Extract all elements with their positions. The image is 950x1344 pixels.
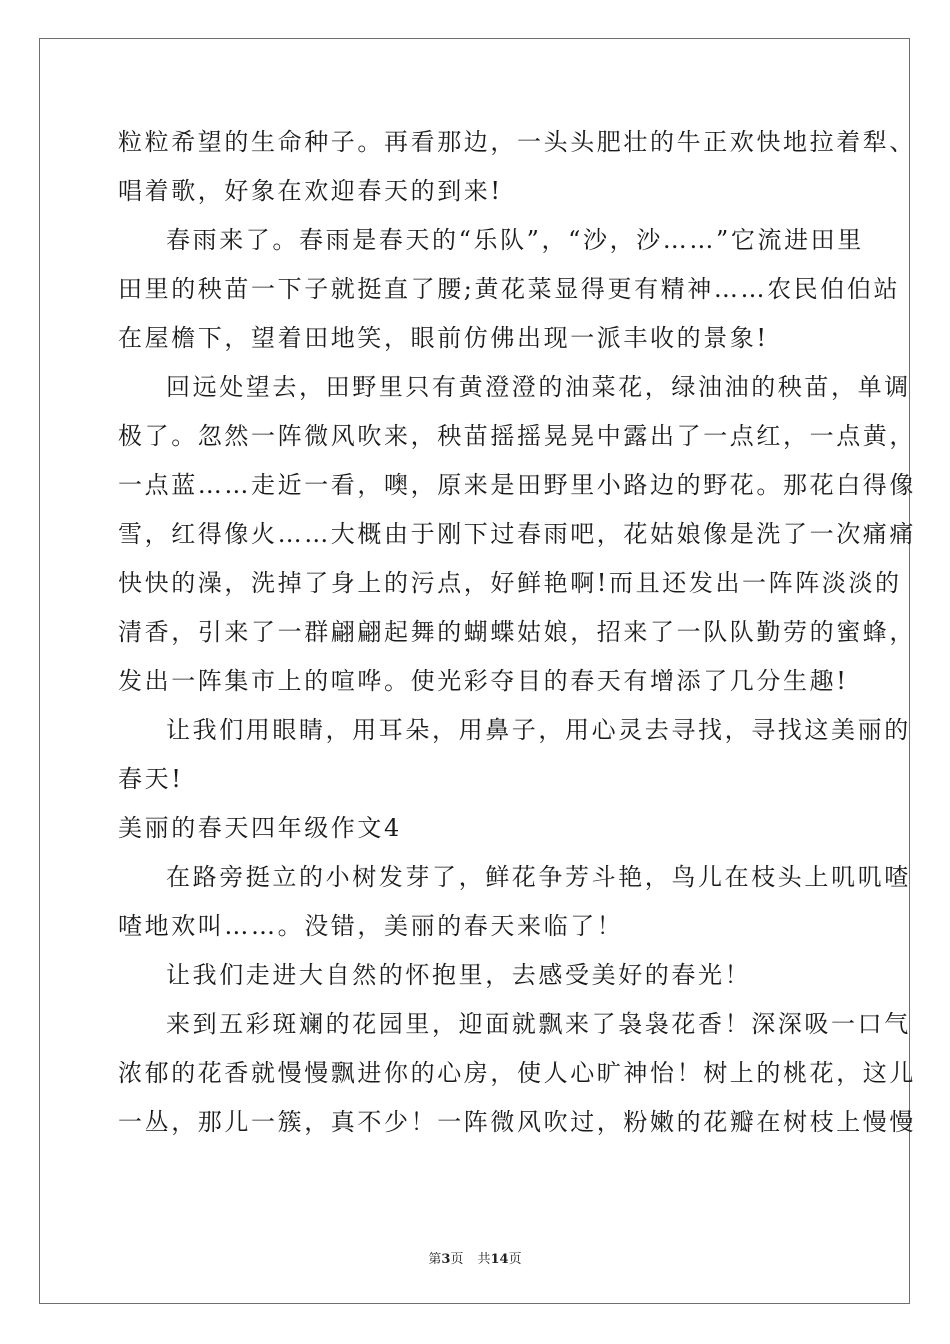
text-line: 喳地欢叫……。没错，美丽的春天来临了！	[118, 912, 624, 940]
text-line: 一丛，那儿一簇，真不少！一阵微风吹过，粉嫩的花瓣在树枝上慢慢	[118, 1108, 916, 1136]
text-line: 极了。忽然一阵微风吹来，秧苗摇摇晃晃中露出了一点红，一点黄，	[118, 422, 916, 450]
page-footer	[0, 1248, 950, 1267]
text-line: 发出一阵集市上的喧哗。使光彩夺目的春天有增添了几分生趣!	[118, 667, 849, 695]
page-label-suffix: 页	[450, 1252, 464, 1267]
text-line: 快快的澡，洗掉了身上的污点，好鲜艳啊!而且还发出一阵阵淡淡的	[118, 569, 902, 597]
text-line: 来到五彩斑斓的花园里，迎面就飘来了袅袅花香！深深吸一口气	[166, 1010, 911, 1038]
text-line: 春天!	[118, 765, 184, 793]
text-line: 让我们用眼睛，用耳朵，用鼻子，用心灵去寻找，寻找这美丽的	[166, 716, 911, 744]
document-body	[118, 118, 916, 1147]
text-line: 回远处望去，田野里只有黄澄澄的油菜花，绿油油的秧苗，单调	[166, 373, 911, 401]
text-line: 浓郁的花香就慢慢飘进你的心房，使人心旷神怡！树上的桃花，这儿	[118, 1059, 916, 1087]
total-label-suffix: 页	[508, 1252, 522, 1267]
text-line: 雪，红得像火……大概由于刚下过春雨吧，花姑娘像是洗了一次痛痛	[118, 520, 916, 548]
text-line: 让我们走进大自然的怀抱里，去感受美好的春光！	[166, 961, 752, 989]
text-line: 春雨来了。春雨是春天的“乐队”，“沙，沙……”它流进田里	[166, 226, 864, 254]
total-page-count: 14	[490, 1252, 509, 1267]
current-page-number: 3	[441, 1252, 451, 1267]
total-label-prefix: 共	[477, 1252, 491, 1267]
text-line: 唱着歌，好象在欢迎春天的到来!	[118, 177, 503, 205]
text-line: 一点蓝……走近一看，噢，原来是田野里小路边的野花。那花白得像	[118, 471, 916, 499]
text-line: 清香，引来了一群翩翩起舞的蝴蝶姑娘，招来了一队队勤劳的蜜蜂，	[118, 618, 916, 646]
text-line: 美丽的春天四年级作文4	[118, 814, 402, 842]
text-line: 在路旁挺立的小树发芽了，鲜花争芳斗艳，鸟儿在枝头上叽叽喳	[166, 863, 911, 891]
page-label-prefix: 第	[428, 1252, 442, 1267]
text-line: 在屋檐下，望着田地笑，眼前仿佛出现一派丰收的景象!	[118, 324, 769, 352]
text-line: 粒粒希望的生命种子。再看那边，一头头肥壮的牛正欢快地拉着犁、	[118, 128, 916, 156]
text-line: 田里的秧苗一下子就挺直了腰;黄花菜显得更有精神……农民伯伯站	[118, 275, 901, 303]
